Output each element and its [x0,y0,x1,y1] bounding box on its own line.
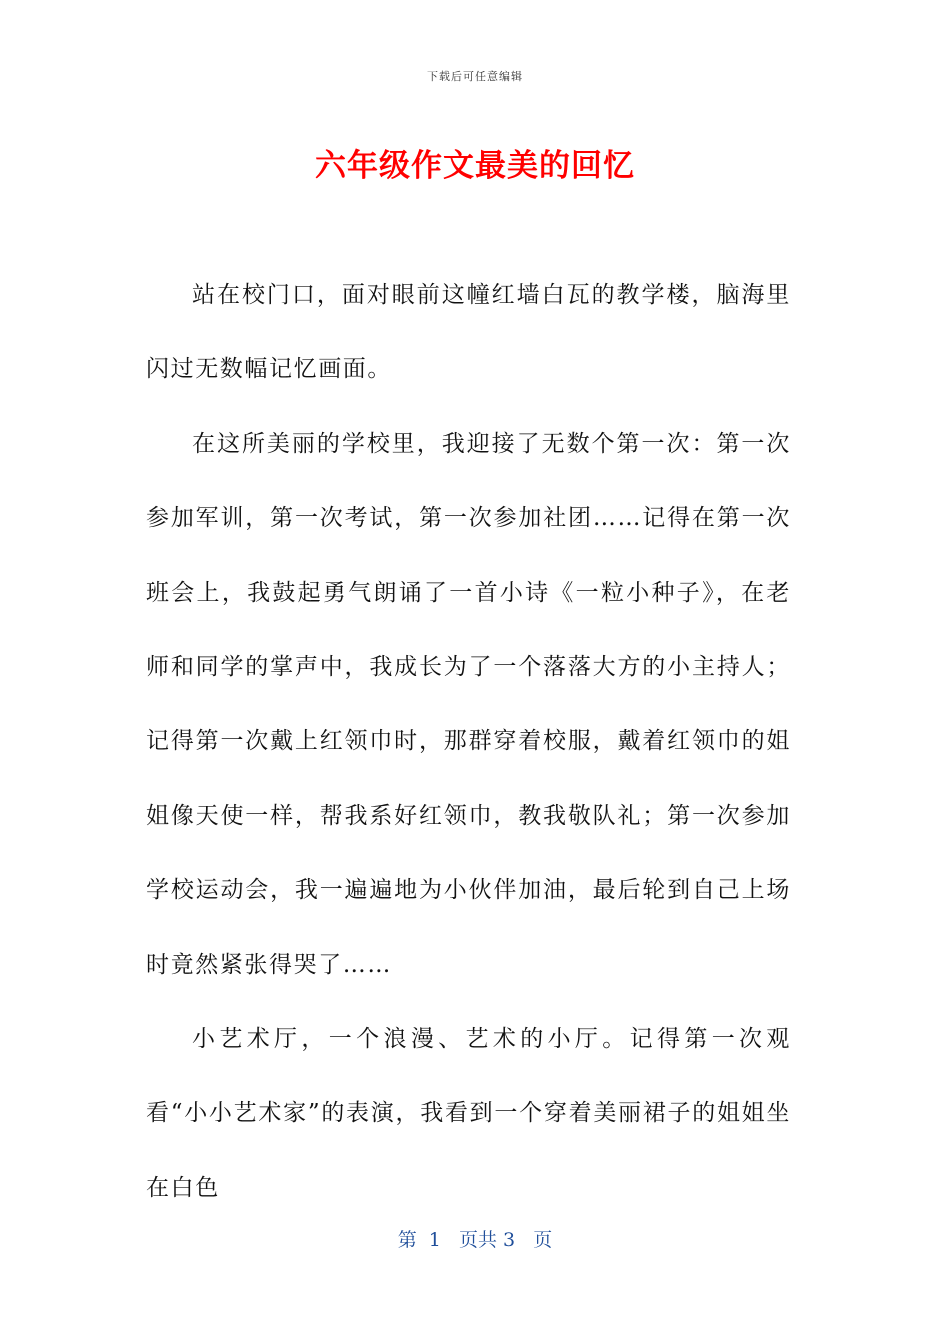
document-body [146,258,791,1225]
header-note: 下载后可任意编辑 [427,70,523,83]
page-number-footer: 第 1 页共 3 页 [397,1229,553,1251]
paragraph: 在这所美丽的学校里，我迎接了无数个第一次：第一次参加军训，第一次考试，第一次参加社团……记得在第一次班会上，我鼓起勇气朗诵了一首小诗《一粒小种子》，在老师和同学的掌声中，我成长为了一个落落大方的小主持人；记得第一次戴上红领巾时，那群穿着校服，戴着红领巾的姐姐像天使一样，帮我系好红领巾，教我敬队礼；第一次参加学校运动会，我一遍遍地为小伙伴加油，最后轮到自己上场时竟然紧张得哭了…… [146,430,791,978]
paragraph: 小艺术厅，一个浪漫、艺术的小厅。记得第一次观看“小小艺术家”的表演，我看到一个穿着美丽裙子的姐姐坐在白色 [146,1026,791,1201]
paragraph: 站在校门口，面对眼前这幢红墙白瓦的教学楼，脑海里闪过无数幅记忆画面。 [146,282,791,383]
document-title: 六年级作文最美的回忆 [315,148,635,184]
